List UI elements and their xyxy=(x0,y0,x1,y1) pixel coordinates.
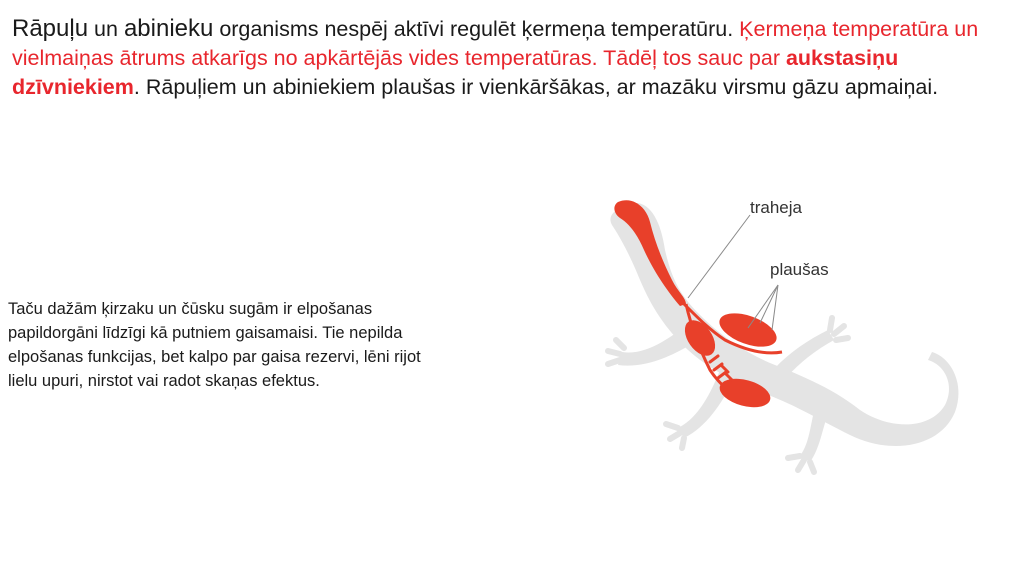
trachea-leader xyxy=(688,215,750,298)
term-reptiles: Rāpuļu xyxy=(12,15,89,42)
heading-connector: un xyxy=(88,17,124,41)
leader-lines xyxy=(688,215,778,330)
term-amphibians: abinieku xyxy=(123,15,214,42)
term-cold-blooded: aukstasiņu dzīvniekiem xyxy=(12,46,899,99)
label-trachea: traheja xyxy=(750,198,802,217)
lizard-silhouette xyxy=(608,203,958,472)
heading-sentence-3: . Rāpuļiem un abiniekiem plaušas ir vienkāršākas, ar mazāku virsmu gāzu apmaiņai. xyxy=(133,75,939,99)
air-sacs-paragraph: Taču dažām ķirzaku un čūsku sugām ir elpošanas papildorgāni līdzīgi kā putniem gaisamaisi. Tie nepilda elpošanas funkcijas, bet kalpo par gaisa rezervi, lēni rijot lielu upuri, nirstot vai radot skaņas efektus. xyxy=(8,300,421,390)
lizard-respiratory-diagram xyxy=(560,180,970,480)
label-lungs: plaušas xyxy=(770,260,829,279)
intro-paragraph xyxy=(12,14,1012,102)
lizard-illustration xyxy=(560,180,970,480)
heading-sentence-1: organisms nespēj aktīvi regulēt ķermeņa temperatūru. xyxy=(213,17,740,41)
heading-sentence-2: Ķermeņa temperatūra un vielmaiņas ātrums atkarīgs no apkārtējās vides temperatūras. Tādēļ tos sauc par xyxy=(12,17,979,70)
